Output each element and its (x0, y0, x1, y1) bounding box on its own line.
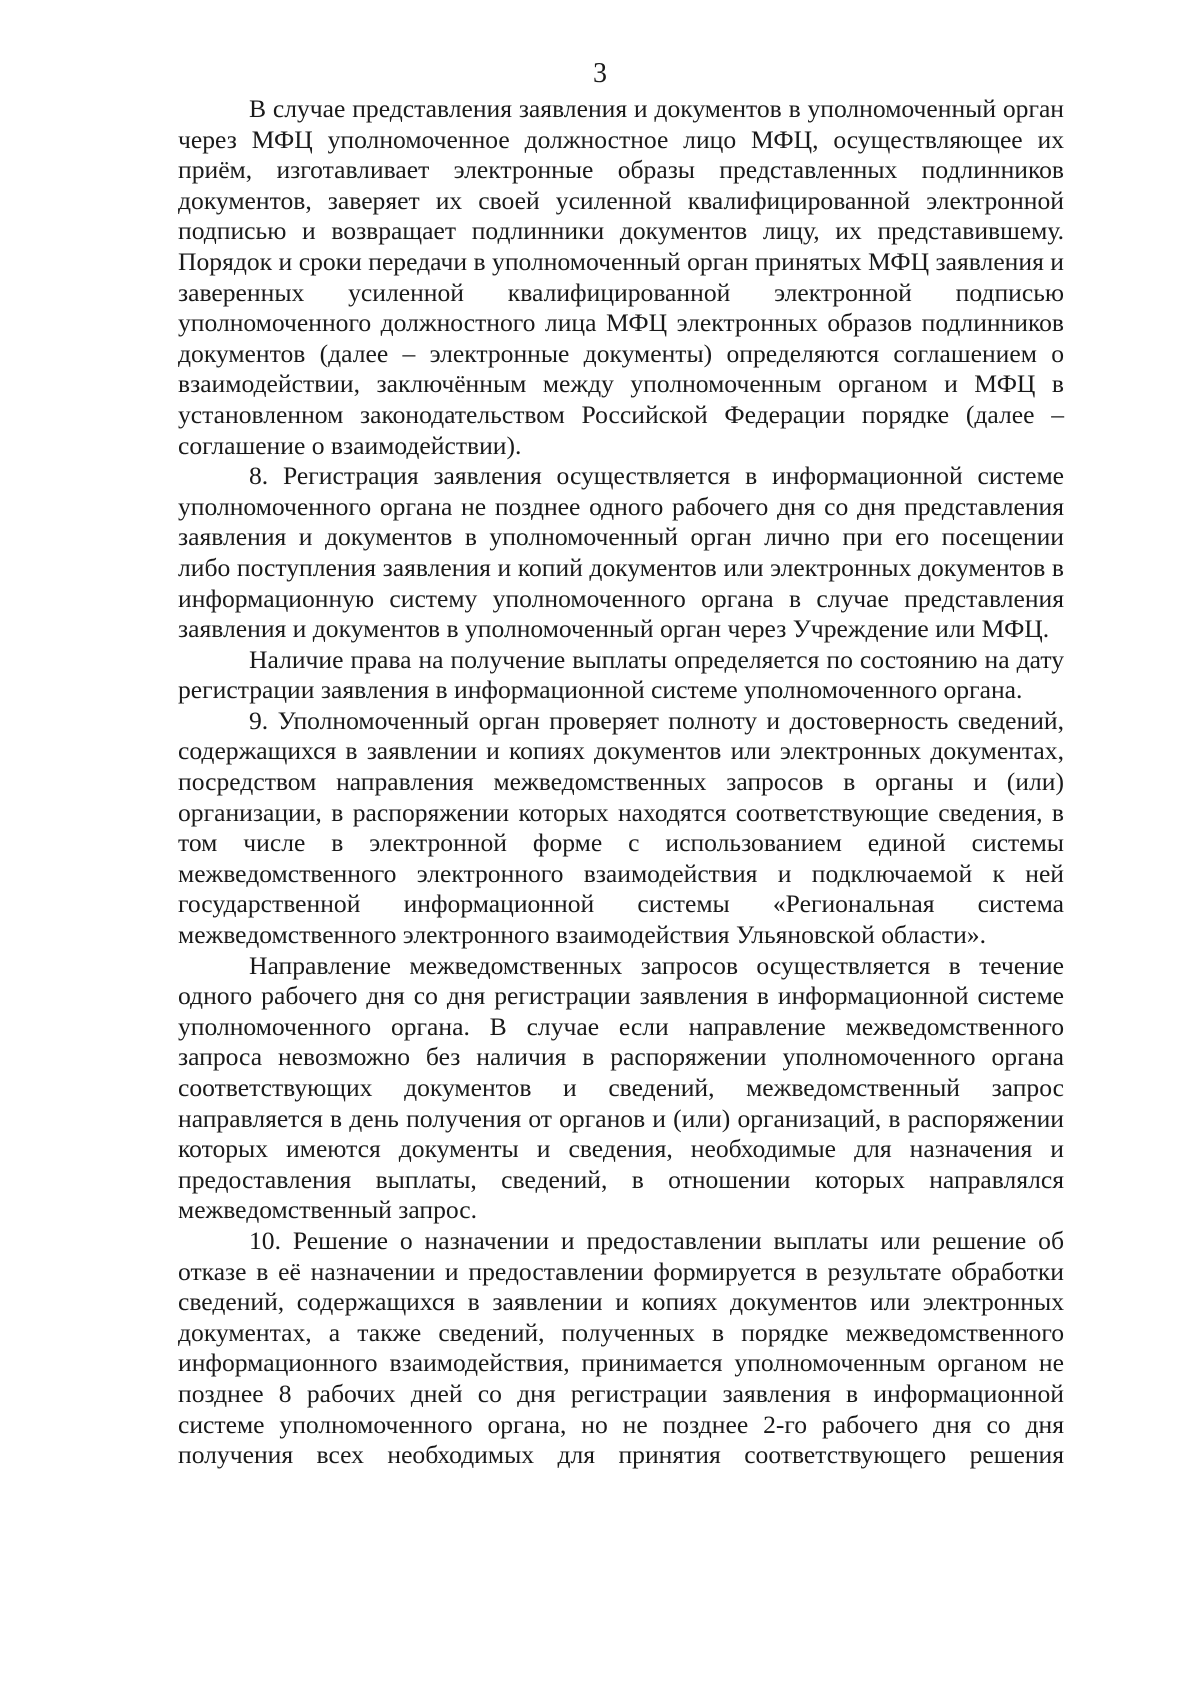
page-number: 3 (593, 58, 607, 89)
paragraph-interagency-requests: Направление межведомственных запросов осуществляется в течение одного рабочего дня со дня регистрации заявления в информационной системе уполномоченного органа. В случае если направление межведомственного запроса невозможно без наличия в распоряжении уполномоченного органа соответствующих документов и сведений, межведомственный запрос направляется в день получения от органов и (или) организаций, в распоряжении которых имеются документы и сведения, необходимые для назначения и предоставления выплаты, сведений, в отношении которых направлялся межведомственный запрос. (178, 950, 1064, 1225)
paragraph-item-8-registration: 8. Регистрация заявления осуществляется в информационной системе уполномоченного органа не позднее одного рабочего дня со дня представления заявления и документов в уполномоченный орган лично при его посещении либо поступления заявления и копий документов или электронных документов в информационную систему уполномоченного органа в случае представления заявления и документов в уполномоченный орган через Учреждение или МФЦ. (178, 461, 1064, 644)
paragraph-mfc-procedure: В случае представления заявления и документов в уполномоченный орган через МФЦ уполномоченное должностное лицо МФЦ, осуществляющее их приём, изготавливает электронные образы представленных подлинников документов, заверяет их своей усиленной квалифицированной электронной подписью и возвращает подлинники документов лицу, их представившему. Порядок и сроки передачи в уполномоченный орган принятых МФЦ заявления и заверенных усиленной квалифицированной электронной подписью уполномоченного должностного лица МФЦ электронных образов подлинников документов (далее – электронные документы) определяются соглашением о взаимодействии, заключённым между уполномоченным органом и МФЦ в установленном законодательством Российской Федерации порядке (далее – соглашение о взаимодействии). (178, 94, 1064, 460)
paragraph-right-to-payment: Наличие права на получение выплаты определяется по состоянию на дату регистрации заявления в информационной системе уполномоченного органа. (178, 644, 1064, 705)
document-body (178, 94, 1064, 1471)
paragraph-item-9-verification: 9. Уполномоченный орган проверяет полноту и достоверность сведений, содержащихся в заявлении и копиях документов или электронных документах, посредством направления межведомственных запросов в органы и (или) организации, в распоряжении которых находятся соответствующие сведения, в том числе в электронной форме с использованием единой системы межведомственного электронного взаимодействия и подключаемой к ней государственной информационной системы «Региональная система межведомственного электронного взаимодействия Ульяновской области». (178, 705, 1064, 950)
paragraph-item-10-decision: 10. Решение о назначении и предоставлении выплаты или решение об отказе в её назначении и предоставлении формируется в результате обработки сведений, содержащихся в заявлении и копиях документов или электронных документах, а также сведений, полученных в порядке межведомственного информационного взаимодействия, принимается уполномоченным органом не позднее 8 рабочих дней со дня регистрации заявления в информационной системе уполномоченного органа, но не позднее 2-го рабочего дня со дня получения всех необходимых для принятия соответствующего решения (178, 1225, 1064, 1470)
